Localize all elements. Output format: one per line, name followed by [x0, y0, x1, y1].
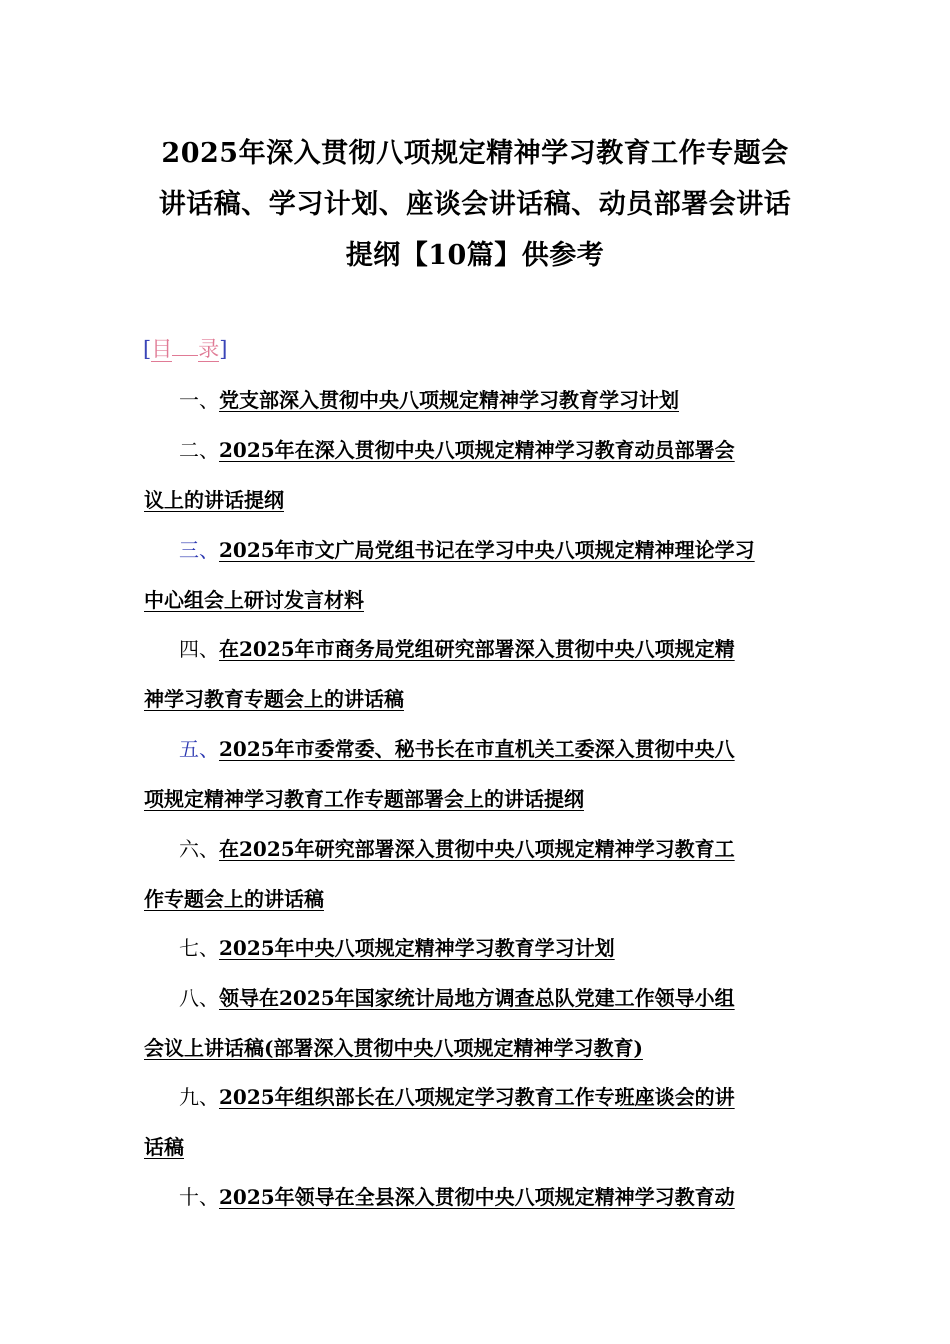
toc-item-6[interactable]	[144, 824, 804, 924]
toc-item-5[interactable]	[144, 724, 804, 824]
toc-item-line	[144, 824, 804, 874]
toc-item-link[interactable]: 2025年中央八项规定精神学习教育学习计划	[219, 936, 615, 960]
toc-item-number: 一、	[179, 388, 219, 412]
title-line-3: 提纲【10篇】供参考	[345, 240, 605, 271]
toc-item-link[interactable]: 领导在2025年国家统计局地方调查总队党建工作领导小组	[219, 986, 735, 1010]
document-title	[140, 128, 810, 281]
toc-item-link[interactable]: 在2025年市商务局党组研究部署深入贯彻中央八项规定精	[219, 637, 735, 661]
toc-heading-open-bracket: [	[143, 337, 152, 361]
toc-item-link[interactable]: 2025年领导在全县深入贯彻中央八项规定精神学习教育动	[219, 1185, 735, 1209]
toc-item-link[interactable]: 神学习教育专题会上的讲话稿	[144, 687, 404, 711]
title-line-1: 2025年深入贯彻八项规定精神学习教育工作专题会	[161, 138, 789, 169]
toc-item-link[interactable]: 2025年市文广局党组书记在学习中央八项规定精神理论学习	[219, 538, 755, 562]
toc-item-line	[144, 774, 804, 824]
toc-item-line	[144, 973, 804, 1023]
toc-item-link[interactable]: 在2025年研究部署深入贯彻中央八项规定精神学习教育工	[219, 837, 735, 861]
toc-item-9[interactable]	[144, 1072, 804, 1172]
toc-item-number: 八、	[179, 986, 219, 1010]
toc-item-number: 七、	[179, 936, 219, 960]
title-line-2: 讲话稿、学习计划、座谈会讲话稿、动员部署会讲话	[158, 189, 792, 220]
toc-item-link[interactable]: 议上的讲话提纲	[144, 488, 284, 512]
toc-item-line	[144, 1172, 804, 1222]
toc-item-number: 三、	[179, 538, 219, 562]
toc-item-3[interactable]	[144, 525, 804, 625]
toc-item-line	[144, 375, 804, 425]
toc-item-line	[144, 1023, 804, 1073]
toc-item-link[interactable]: 会议上讲话稿(部署深入贯彻中央八项规定精神学习教育)	[144, 1036, 643, 1060]
toc-item-8[interactable]	[144, 973, 804, 1073]
toc-item-line	[144, 425, 804, 475]
toc-item-link[interactable]: 2025年在深入贯彻中央八项规定精神学习教育动员部署会	[219, 438, 735, 462]
toc-item-line	[144, 874, 804, 924]
toc-item-link[interactable]: 党支部深入贯彻中央八项规定精神学习教育学习计划	[219, 388, 679, 412]
toc-item-line	[144, 1122, 804, 1172]
toc-heading[interactable]	[143, 334, 227, 364]
toc-item-link[interactable]: 作专题会上的讲话稿	[144, 887, 324, 911]
toc-item-link[interactable]: 项规定精神学习教育工作专题部署会上的讲话提纲	[144, 787, 584, 811]
toc-item-number: 六、	[179, 837, 219, 861]
toc-item-10[interactable]	[144, 1172, 804, 1222]
toc-item-link[interactable]: 中心组会上研讨发言材料	[144, 588, 364, 612]
toc-item-line	[144, 525, 804, 575]
toc-heading-gap	[172, 355, 198, 356]
toc-item-line	[144, 724, 804, 774]
toc-heading-char-2: 录	[198, 337, 220, 361]
toc-item-1[interactable]	[144, 375, 804, 425]
toc-item-line	[144, 575, 804, 625]
toc-item-line	[144, 475, 804, 525]
toc-item-line	[144, 923, 804, 973]
toc-item-link[interactable]: 2025年市委常委、秘书长在市直机关工委深入贯彻中央八	[219, 737, 735, 761]
toc-item-number: 十、	[179, 1185, 219, 1209]
toc-item-number: 五、	[179, 737, 219, 761]
toc-item-line	[144, 1072, 804, 1122]
toc-item-number: 二、	[179, 438, 219, 462]
toc-item-2[interactable]	[144, 425, 804, 525]
toc-heading-close-bracket: ]	[219, 337, 228, 361]
toc-item-number: 四、	[179, 637, 219, 661]
toc-heading-char-1: 目	[151, 337, 173, 361]
toc-item-link[interactable]: 2025年组织部长在八项规定学习教育工作专班座谈会的讲	[219, 1085, 735, 1109]
toc-item-link[interactable]: 话稿	[144, 1135, 184, 1159]
toc-item-line	[144, 624, 804, 674]
toc-item-7[interactable]	[144, 923, 804, 973]
toc-item-number: 九、	[179, 1085, 219, 1109]
toc-item-4[interactable]	[144, 624, 804, 724]
toc-item-line	[144, 674, 804, 724]
